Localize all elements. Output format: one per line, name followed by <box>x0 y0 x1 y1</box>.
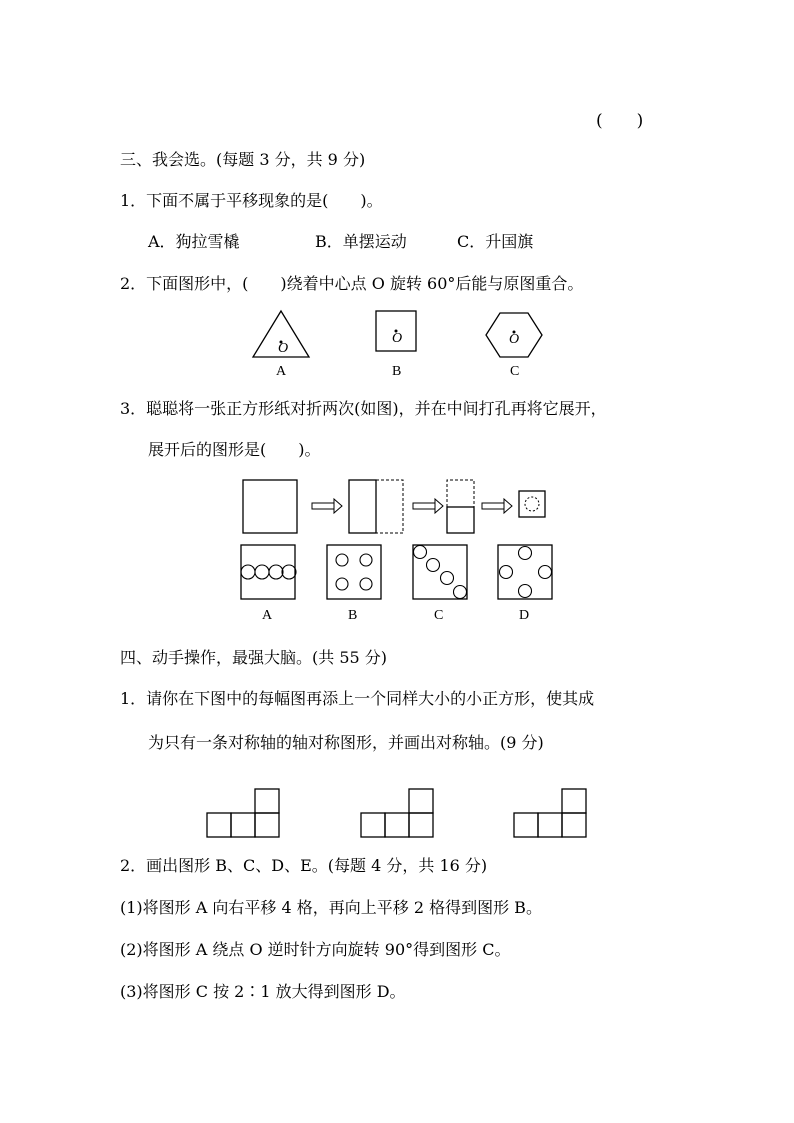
fold-step-2-half <box>349 480 376 533</box>
q2-label-b: B <box>392 364 402 379</box>
option-d-square <box>498 545 552 599</box>
option-b-hole <box>360 554 372 566</box>
option-c-hole <box>414 546 427 559</box>
option-c-hole <box>454 586 467 599</box>
option-d-hole <box>500 566 513 579</box>
fold-step-2-dashed <box>376 480 403 533</box>
grid-figure-2 <box>361 789 433 837</box>
fold-arrow-1 <box>312 499 342 513</box>
fold-step-3-dashed <box>447 480 474 507</box>
q1-stem: 1．下面不属于平移现象的是( )。 <box>120 191 383 210</box>
q1-option-b: B．单摆运动 <box>315 232 407 251</box>
fold-step-3-quarter <box>447 507 474 533</box>
q3-label-a: A <box>262 608 273 623</box>
fold-step-4-punched <box>519 491 545 517</box>
q3-label-c: C <box>434 608 444 623</box>
option-d-hole <box>519 585 532 598</box>
s4-q2-sub2: (2)将图形 A 绕点 O 逆时针方向旋转 90°得到图形 C。 <box>120 940 511 959</box>
q3-label-b: B <box>348 608 358 623</box>
punch-hole <box>525 497 539 511</box>
fold-step-1-square <box>243 480 297 533</box>
option-d-hole <box>539 566 552 579</box>
hexagon-center-label: O <box>509 332 520 347</box>
grid-figure-3 <box>514 789 586 837</box>
q3-label-d: D <box>519 608 530 623</box>
option-c-hole <box>427 559 440 572</box>
option-a-hole <box>255 565 269 579</box>
s4-q1-line2: 为只有一条对称轴的轴对称图形，并画出对称轴。(9 分) <box>148 733 544 752</box>
option-b-hole <box>336 578 348 590</box>
q1-option-c: C．升国旗 <box>457 232 534 251</box>
grid-figure-1 <box>207 789 279 837</box>
fold-arrow-3 <box>482 499 512 513</box>
option-c-hole <box>441 572 454 585</box>
s4-q2-sub1: (1)将图形 A 向右平移 4 格，再向上平移 2 格得到图形 B。 <box>120 898 542 917</box>
triangle-center-label: O <box>278 341 289 356</box>
answer-parentheses: ( ) <box>596 111 644 131</box>
option-d-hole <box>519 547 532 560</box>
s4-q2-stem: 2．画出图形 B、C、D、E。(每题 4 分，共 16 分) <box>120 856 488 875</box>
option-b-square <box>327 545 381 599</box>
section-4-heading: 四、动手操作，最强大脑。(共 55 分) <box>120 648 388 667</box>
option-a-square <box>241 545 295 599</box>
option-a-hole <box>269 565 283 579</box>
q2-label-a: A <box>276 364 287 379</box>
square-center-label: O <box>392 331 403 346</box>
option-c-square <box>413 545 467 599</box>
fold-arrow-2 <box>413 499 443 513</box>
s4-q1-line1: 1．请你在下图中的每幅图再添上一个同样大小的小正方形，使其成 <box>120 689 595 708</box>
q1-option-a: A．狗拉雪橇 <box>148 232 240 251</box>
q3-stem-line2: 展开后的图形是( )。 <box>148 440 321 459</box>
option-a-hole <box>241 565 255 579</box>
option-b-hole <box>360 578 372 590</box>
option-a-hole <box>282 565 296 579</box>
q3-stem-line1: 3．聪聪将一张正方形纸对折两次(如图)，并在中间打孔再将它展开， <box>120 399 607 418</box>
section-3-heading: 三、我会选。(每题 3 分，共 9 分) <box>120 150 366 169</box>
s4-q2-sub3: (3)将图形 C 按 2∶1 放大得到图形 D。 <box>120 982 406 1001</box>
q2-label-c: C <box>510 364 520 379</box>
q2-stem: 2．下面图形中，( )绕着中心点 O 旋转 60°后能与原图重合。 <box>120 274 584 293</box>
option-b-hole <box>336 554 348 566</box>
